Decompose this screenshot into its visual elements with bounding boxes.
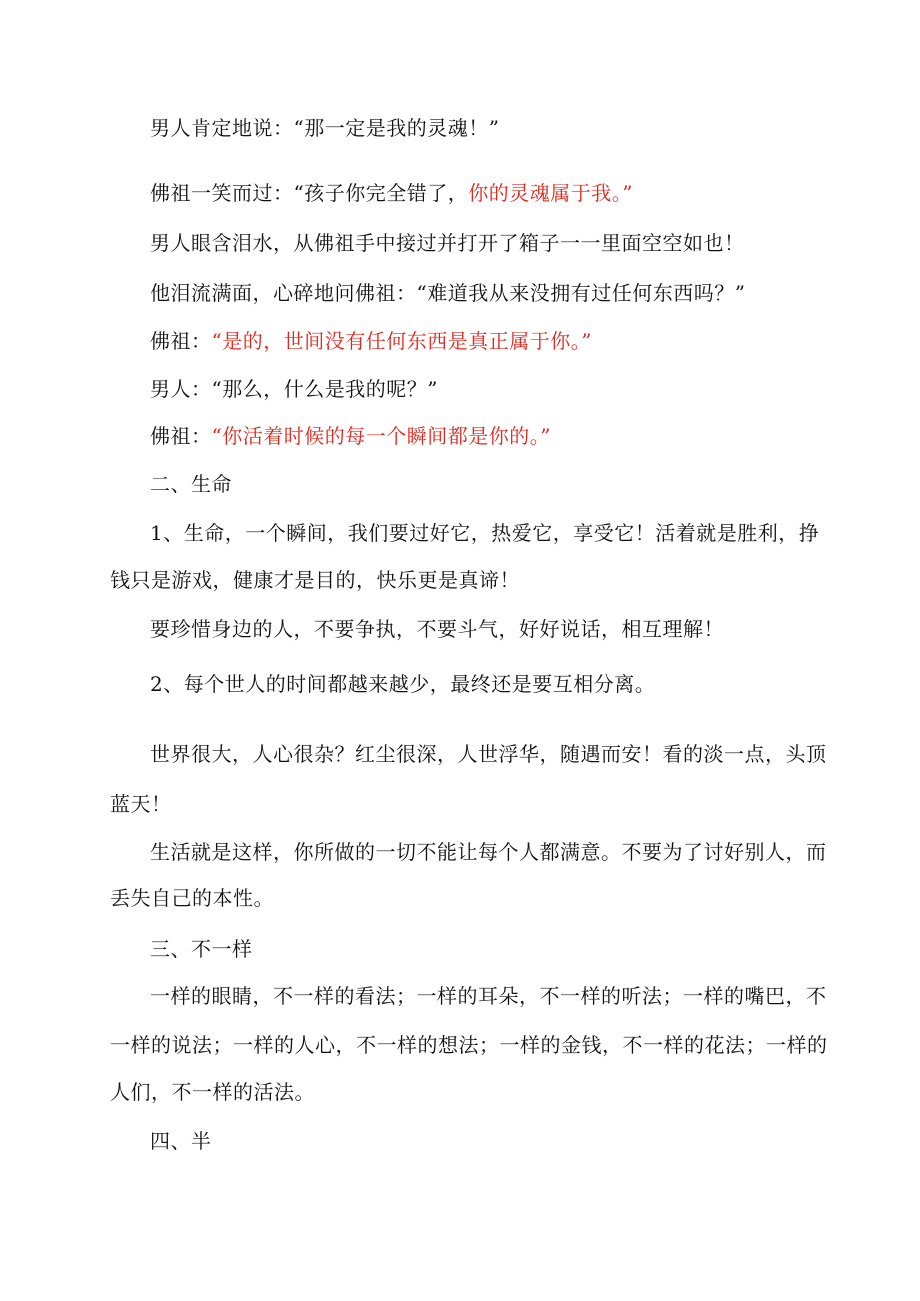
paragraph-life-1-line2 xyxy=(110,568,810,592)
paragraph-cherish xyxy=(150,617,810,641)
paragraph-text: 男人眼含泪水，从佛祖手中接过并打开了箱子一一里面空空如也！ xyxy=(150,231,745,255)
paragraph-buddha-answer-1 xyxy=(150,329,810,353)
paragraph-text: 一样的眼睛，不一样的看法；一样的耳朵，不一样的听法；一样的嘴巴，不 xyxy=(150,984,827,1008)
paragraph-text: 蓝天！ xyxy=(110,792,172,816)
paragraph-text: 1、生命，一个瞬间，我们要过好它，热爱它，享受它！活着就是胜利，挣 xyxy=(150,521,820,545)
paragraph-text: 一样的说法；一样的人心，不一样的想法；一样的金钱，不一样的花法；一样的 xyxy=(110,1033,828,1057)
paragraph-text: 丢失自己的本性。 xyxy=(110,886,274,910)
paragraph-life-2 xyxy=(150,672,810,696)
section-heading-different xyxy=(150,937,810,961)
paragraph-living-line1 xyxy=(150,840,827,864)
highlighted-quote: “你活着时候的每一个瞬间都是你的。” xyxy=(211,424,551,448)
speaker-label: 佛祖： xyxy=(150,424,212,448)
heading-text: 二、生命 xyxy=(150,472,232,496)
paragraph-text: 男人肯定地说：“那一定是我的灵魂！” xyxy=(150,116,500,140)
paragraph-text: 男人：“那么，什么是我的呢？” xyxy=(150,377,438,401)
paragraph-world-line1 xyxy=(150,742,827,766)
speaker-label: 佛祖： xyxy=(150,329,212,353)
heading-text: 四、半 xyxy=(150,1129,212,1153)
paragraph-buddha-laughs xyxy=(150,181,810,205)
paragraph-life-1-line1 xyxy=(150,521,820,545)
highlighted-quote: 你的灵魂属于我。” xyxy=(468,181,633,205)
highlighted-quote: “是的，世间没有任何东西是真正属于你。” xyxy=(211,329,592,353)
paragraph-text: 世界很大，人心很杂？红尘很深，人世浮华，随遇而安！看的淡一点，头顶 xyxy=(150,742,827,766)
paragraph-text: 佛祖一笑而过：“孩子你完全错了， xyxy=(150,181,469,205)
section-heading-half xyxy=(150,1129,810,1153)
paragraph-world-line2 xyxy=(110,792,810,816)
paragraph-man-says-soul xyxy=(150,116,810,140)
paragraph-different-line1 xyxy=(150,984,827,1008)
paragraph-text: 生活就是这样，你所做的一切不能让每个人都满意。不要为了讨好别人，而 xyxy=(150,840,827,864)
paragraph-opens-box xyxy=(150,231,810,255)
paragraph-buddha-answer-2 xyxy=(150,424,810,448)
paragraph-text: 2、每个世人的时间都越来越少，最终还是要互相分离。 xyxy=(150,672,656,696)
section-heading-life xyxy=(150,472,810,496)
paragraph-asks-buddha xyxy=(150,281,810,305)
paragraph-text: 要珍惜身边的人，不要争执，不要斗气，好好说话，相互理解！ xyxy=(150,617,724,641)
paragraph-living-line2 xyxy=(110,886,810,910)
paragraph-different-line2 xyxy=(110,1033,828,1057)
paragraph-text: 钱只是游戏，健康才是目的，快乐更是真谛！ xyxy=(110,568,520,592)
paragraph-man-asks-what xyxy=(150,377,810,401)
paragraph-text: 人们，不一样的活法。 xyxy=(110,1080,315,1104)
paragraph-text: 他泪流满面，心碎地问佛祖：“难道我从来没拥有过任何东西吗？” xyxy=(150,281,746,305)
heading-text: 三、不一样 xyxy=(150,937,253,961)
paragraph-different-line3 xyxy=(110,1080,810,1104)
